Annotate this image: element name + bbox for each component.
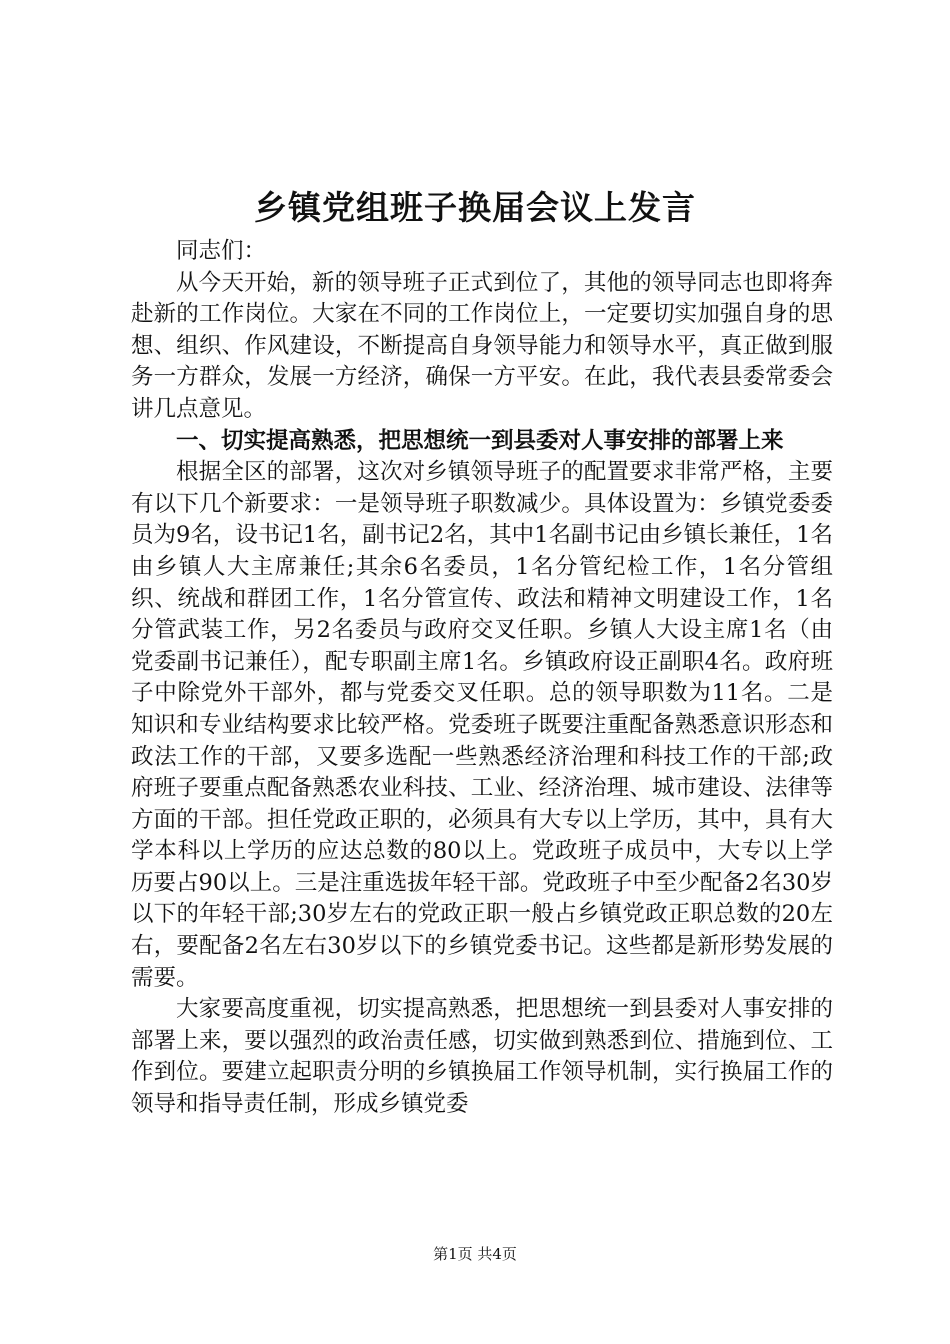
paragraph-requirements: 根据全区的部署，这次对乡镇领导班子的配置要求非常严格，主要有以下几个新要求：一是领导班子职数减少。具体设置为：乡镇党委委员为9名，设书记1名，副书记2名，其中1名副书记由乡镇长兼任，1名由乡镇人大主席兼任;其余6名委员，1名分管纪检工作，1名分管组织、统战和群团工作，1名分管宣传、政法和精神文明建设工作，1名分管武装工作，另2名委员与政府交叉任职。乡镇人大设主席1名（由党委副书记兼任），配专职副主席1名。乡镇政府设正副职4名。政府班子中除党外干部外，都与党委交叉任职。总的领导职数为11名。二是知识和专业结构要求比较严格。党委班子既要注重配备熟悉意识形态和政法工作的干部，又要多选配一些熟悉经济治理和科技工作的干部;政府班子要重点配备熟悉农业科技、工业、经济治理、城市建设、法律等方面的干部。担任党政正职的，必须具有大专以上学历，其中，具有大学本科以上学历的应达总数的80以上。党政班子成员中，大专以上学历要占90以上。三是注重选拔年轻干部。党政班子中至少配备2名30岁以下的年轻干部;30岁左右的党政正职一般占乡镇党政正职总数的20左右，要配备2名左右30岁以下的乡镇党委书记。这些都是新形势发展的需要。: [131, 459, 833, 991]
section-heading-1: 一、切实提高熟悉，把思想统一到县委对人事安排的部署上来: [176, 427, 784, 454]
paragraph-emphasis: 大家要高度重视，切实提高熟悉，把思想统一到县委对人事安排的部署上来，要以强烈的政治责任感，切实做到熟悉到位、措施到位、工作到位。要建立起职责分明的乡镇换届工作领导机制，实行换届工作的领导和指导责任制，形成乡镇党委: [131, 996, 833, 1118]
salutation: 同志们：: [176, 238, 267, 264]
paragraph-intro: 从今天开始，新的领导班子正式到位了，其他的领导同志也即将奔赴新的工作岗位。大家在不同的工作岗位上，一定要切实加强自身的思想、组织、作风建设，不断提高自身领导能力和领导水平，真正做到服务一方群众，发展一方经济，确保一方平安。在此，我代表县委常委会讲几点意见。: [131, 269, 833, 422]
document-title: 乡镇党组班子换届会议上发言: [254, 188, 696, 227]
page-footer: 第1页 共4页: [433, 1245, 517, 1263]
document-body: [131, 236, 833, 1121]
